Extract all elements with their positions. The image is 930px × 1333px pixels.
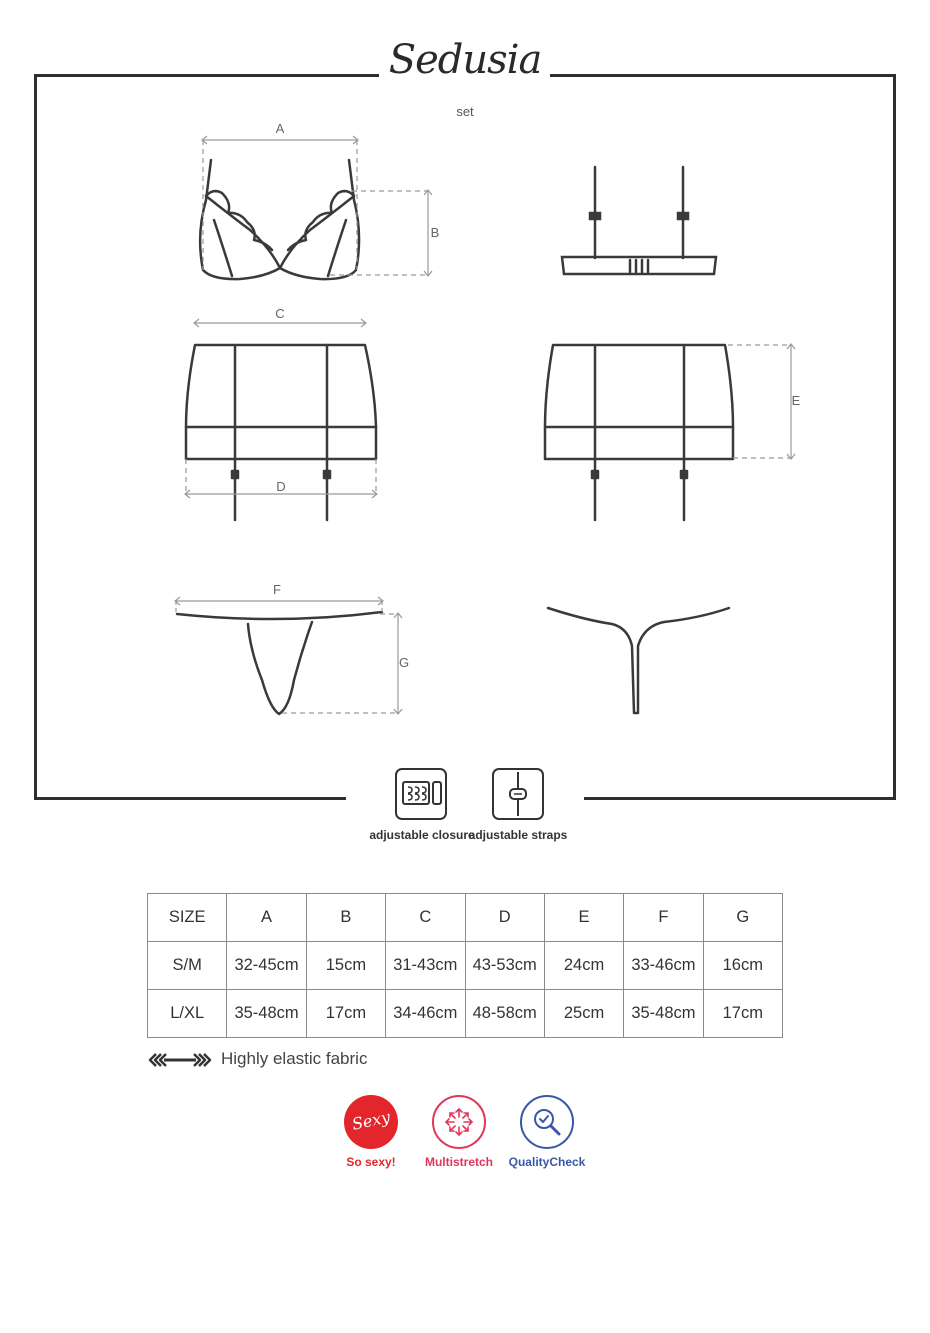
bra-front-drawing <box>200 160 359 279</box>
table-cell: 17cm <box>306 990 385 1038</box>
thong-back-drawing <box>548 608 729 713</box>
quality-check-label: QualityCheck <box>508 1155 586 1169</box>
table-cell: 48-58cm <box>465 990 544 1038</box>
frame-bottom-right <box>584 797 896 800</box>
table-header-row <box>148 894 783 942</box>
size-table <box>147 893 783 1038</box>
table-cell: 35-48cm <box>227 990 306 1038</box>
so-sexy-label: So sexy! <box>346 1155 396 1169</box>
table-cell: 31-43cm <box>386 942 465 990</box>
adjustable-closure-icon <box>395 768 447 820</box>
multistretch-label: Multistretch <box>424 1155 493 1169</box>
dim-label-e: E <box>791 393 801 408</box>
bra-back-drawing <box>562 167 716 274</box>
dim-label-b: B <box>430 225 440 240</box>
table-cell: 43-53cm <box>465 942 544 990</box>
multistretch-icon <box>432 1095 486 1149</box>
table-header-cell: F <box>624 894 703 942</box>
table-header-cell: G <box>703 894 782 942</box>
table-header-cell: A <box>227 894 306 942</box>
table-cell: 15cm <box>306 942 385 990</box>
table-header-cell: E <box>544 894 623 942</box>
dim-label-a: A <box>275 121 285 136</box>
table-row <box>148 942 783 990</box>
table-cell: 34-46cm <box>386 990 465 1038</box>
thong-front-drawing <box>177 612 382 714</box>
table-cell: 32-45cm <box>227 942 306 990</box>
so-sexy-icon <box>344 1095 398 1149</box>
table-cell: 35-48cm <box>624 990 703 1038</box>
table-header-cell: D <box>465 894 544 942</box>
dim-label-f: F <box>273 582 281 597</box>
table-cell: 24cm <box>544 942 623 990</box>
dimension-labels <box>273 121 801 670</box>
elastic-arrow-icon <box>148 1051 212 1069</box>
adjustable-straps-icon <box>492 768 544 820</box>
table-cell: 25cm <box>544 990 623 1038</box>
dim-label-d: D <box>276 479 286 494</box>
frame-bottom-left <box>34 797 346 800</box>
table-cell: 17cm <box>703 990 782 1038</box>
adjustable-closure-label: adjustable closure <box>369 828 475 842</box>
dim-label-c: C <box>275 306 285 321</box>
garter-belt-back-drawing <box>545 345 733 520</box>
dimension-lines <box>175 136 795 714</box>
quality-check-icon <box>520 1095 574 1149</box>
dim-label-g: G <box>398 655 410 670</box>
table-header-cell: C <box>386 894 465 942</box>
adjustable-straps-label: adjustable straps <box>468 828 568 842</box>
table-cell: L/XL <box>148 990 227 1038</box>
table-cell: 33-46cm <box>624 942 703 990</box>
elastic-fabric-label: Highly elastic fabric <box>221 1049 368 1068</box>
table-cell: 16cm <box>703 942 782 990</box>
table-header-cell: SIZE <box>148 894 227 942</box>
sexy-icon-text: Sexy <box>350 1107 392 1134</box>
brand-subtitle: set <box>456 104 474 119</box>
table-cell: S/M <box>148 942 227 990</box>
table-header-cell: B <box>306 894 385 942</box>
brand-title: Sedusia <box>388 37 542 83</box>
table-row <box>148 990 783 1038</box>
